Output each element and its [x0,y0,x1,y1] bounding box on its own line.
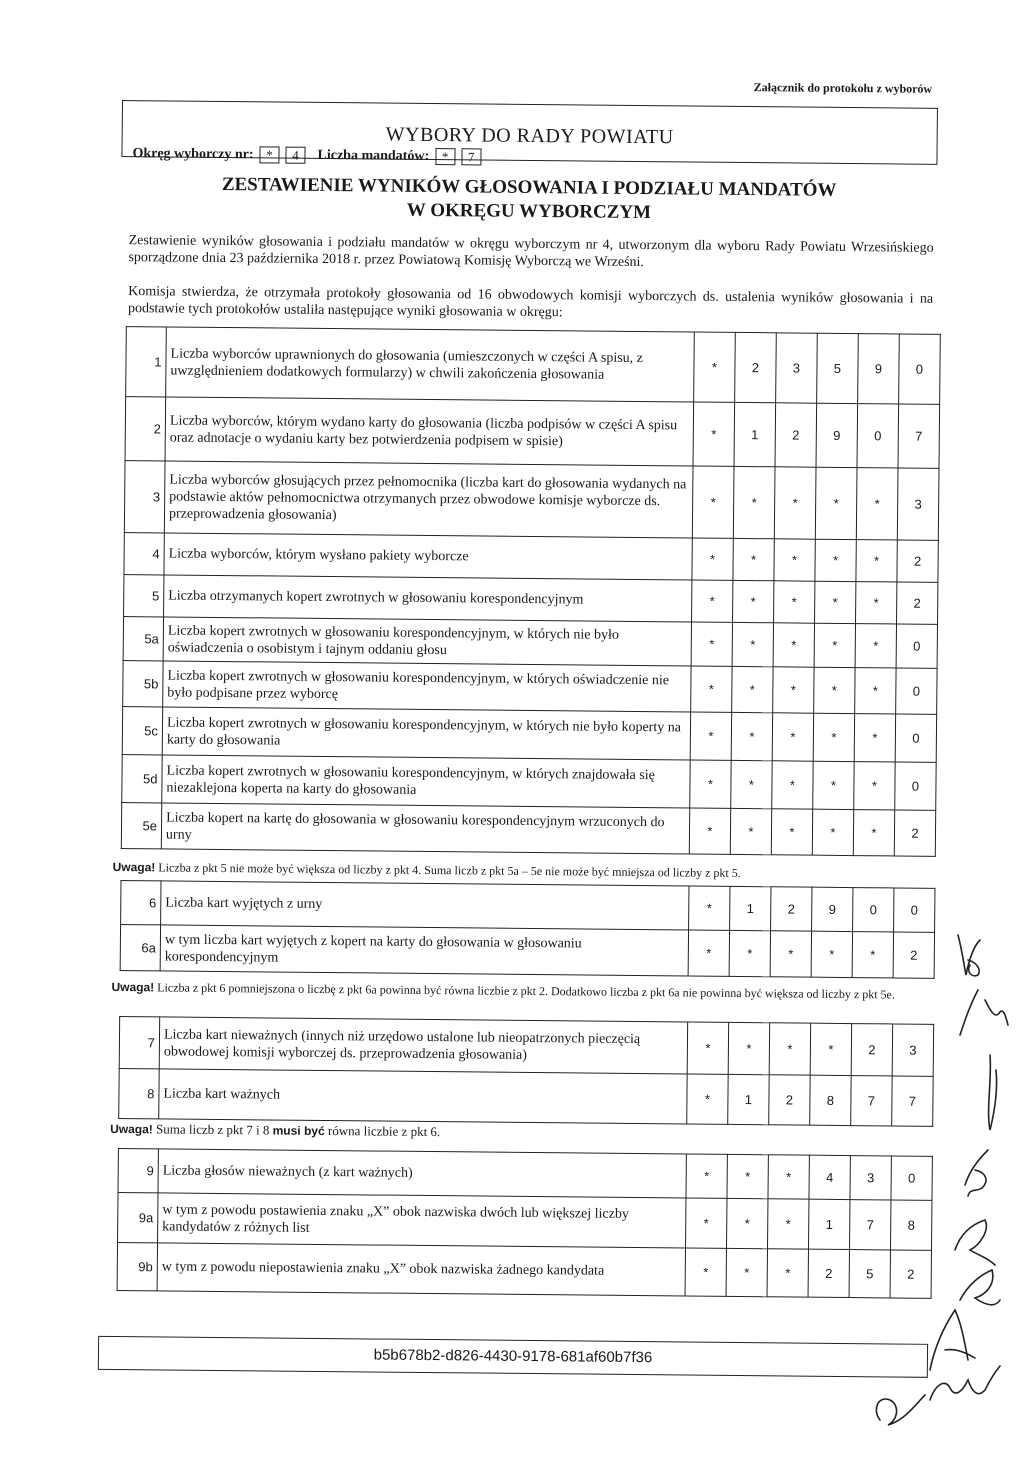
digit-cell: * [689,808,730,854]
results-table-main [121,326,941,857]
result-row [118,1193,932,1251]
digit-cell: 2 [893,932,934,978]
digit-cell: * [727,1154,768,1198]
digit-cell: 1 [730,886,771,930]
district-info [132,145,481,165]
row-description: Liczba kopert zwrotnych w głosowaniu korespondencyjnym, w których nie było oświadczenia o osobistym i tajnym oddaniu głosu [163,617,691,666]
row-number: 6a [120,925,160,971]
digit-cell: * [855,624,896,668]
digit-cell: 7 [849,1200,890,1250]
row-number: 5b [123,661,163,707]
digit-cell: * [689,886,730,930]
digit-cell: * [728,1022,769,1074]
mandates-label: Liczba mandatów: [317,147,430,164]
digit-cell: 7 [851,1076,892,1126]
digit-cell: * [815,581,856,623]
digit-cell: * [691,622,732,666]
digit-cell: * [767,1249,808,1297]
digit-cell: 0 [899,334,941,404]
digit-cell: * [856,582,897,624]
election-title: WYBORY DO RADY POWIATU [385,123,674,149]
row-description: Liczba wyborców, którym wydano karty do głosowania (liczba podpisów w części A spisu oraz adnotacje o wydaniu karty bez potwierdzenia podpisem w spisie) [165,397,694,466]
note-1-label: Uwaga! [112,859,156,875]
results-table-invalid-votes [117,1148,933,1299]
digit-cell: * [686,1198,727,1248]
digit-cell: 0 [853,888,894,932]
row-number: 5e [121,803,161,849]
digit-cell: 3 [850,1156,891,1200]
row-number: 5d [122,755,162,803]
digit-cell: 5 [817,333,859,403]
mandates-number-box: 7 [461,148,481,165]
digit-cell: * [727,1198,768,1248]
digit-cell: * [730,808,771,854]
result-row [119,1069,933,1127]
digit-cell: * [732,666,773,712]
row-number: 9b [117,1243,157,1291]
row-description: Liczba kopert zwrotnych w głosowaniu korespondencyjnym, w których znajdowała się niezaklejona koperta na karty do głosowania [162,755,690,808]
result-row [120,925,934,979]
digit-cell: 8 [890,1200,931,1250]
digit-cell: * [694,332,736,402]
digit-cell: 2 [771,887,812,931]
digit-cell: * [855,668,896,714]
mandates-star-box: * [435,148,455,165]
row-number: 5c [122,707,162,755]
row-number: 5 [124,575,164,617]
digit-cell: 2 [890,1250,931,1298]
note-3-text-a: Suma liczb z pkt 7 i 8 [155,1121,270,1138]
digit-cell: * [733,538,774,580]
row-description: w tym z powodu niepostawienia znaku „X” obok nazwiska żadnego kandydata [157,1243,685,1296]
note-2-label: Uwaga! [111,979,155,995]
digit-cell: * [733,466,775,538]
digit-cell: 2 [897,540,938,582]
row-description: Liczba głosów nieważnych (z kart ważnych) [158,1149,686,1198]
district-star-box: * [259,146,279,163]
row-description: w tym liczba kart wyjętych z kopert na karty do głosowania w głosowaniu korespondencyjnym [160,925,688,976]
digit-cell: * [770,931,811,977]
digit-cell: 3 [776,333,818,403]
note-1 [113,860,933,882]
row-description: Liczba wyborców uprawnionych do głosowania (umieszczonych w części A spisu, z uwzględnieniem dodatkowych formularzy) w chwili zakończenia głosowania [166,327,695,402]
digit-cell: * [692,466,734,538]
digit-cell: 1 [809,1199,850,1249]
result-row [121,803,935,857]
digit-cell: * [768,1199,809,1249]
result-row [124,461,939,541]
note-3-label: Uwaga! [110,1121,153,1137]
result-row [123,661,937,715]
digit-cell: * [813,761,854,809]
row-number: 4 [124,533,164,575]
document-title-line1: ZESTAWIENIE WYNIKÓW GŁOSOWANIA I PODZIAŁU MANDATÓW [221,173,837,201]
digit-cell: 3 [892,1024,933,1076]
digit-cell: * [810,1023,851,1075]
row-description: Liczba kart wyjętych z urny [161,881,689,930]
result-row [123,617,937,669]
digit-cell: * [693,402,735,466]
digit-cell: * [854,714,895,762]
result-row [118,1149,932,1201]
digit-cell: * [772,713,813,761]
digit-cell: 9 [858,334,900,404]
digit-cell: * [685,1248,726,1296]
digit-cell: 2 [808,1249,849,1297]
digit-cell: 1 [728,1074,769,1124]
row-number: 2 [125,397,166,461]
digit-cell: * [729,930,770,976]
row-description: Liczba wyborców głosujących przez pełnomocnika (liczba kart do głosowania wydanych na podstawie aktów pełnomocnictwa otrzymanych przez obwodowe komisje wyborcze ds. przeprowadzenia głosowania) [164,461,693,538]
digit-cell: 4 [809,1155,850,1199]
digit-cell: * [690,712,731,760]
row-number: 5a [123,617,163,661]
row-description: Liczba kopert zwrotnych w głosowaniu korespondencyjnym, w których nie było koperty na karty do głosowania [162,707,690,760]
digit-cell: * [686,1154,727,1198]
note-3-text-c: równa liczbie z pkt 6. [327,1123,441,1140]
statement-paragraph: Komisja stwierdza, że otrzymała protokoły głosowania od 16 obwodowych komisji wyborczych ds. ustalenia wyników głosowania i na podstawie tych protokołów ustaliła następujące wyniki głosowania w okręgu: [127,284,934,321]
digit-cell: * [771,809,812,855]
row-number: 9 [118,1149,158,1193]
digit-cell: * [731,712,772,760]
digit-cell: * [812,809,853,855]
row-number: 1 [126,327,167,397]
digit-cell: 0 [895,714,936,762]
digit-cell: * [733,580,774,622]
digit-cell: * [687,1022,728,1074]
digit-cell: * [856,468,898,540]
digit-cell: 0 [894,888,935,932]
note-2 [111,980,931,1002]
digit-cell: 9 [816,403,858,467]
row-number: 8 [119,1069,159,1119]
digit-cell: * [773,667,814,713]
intro-paragraph: Zestawienie wyników głosowania i podziału mandatów w okręgu wyborczym nr 4, utworzonym dla wyboru Rady Powiatu Wrzesińskiego sporządzone dnia 23 października 2018 r. przez Powiatową Komisję Wyborczą we Wrześni. [128,233,934,271]
digit-cell: 3 [897,468,939,540]
note-2-text: Liczba z pkt 6 pomniejszona o liczbę z pkt 6a powinna być równa liczbie z pkt 2. Dodatkowo liczba z pkt 6a nie powinna być większa od liczby z pkt 5e. [157,980,895,1002]
result-row [117,1243,931,1299]
digit-cell: 2 [897,582,938,624]
digit-cell: 9 [812,887,853,931]
digit-cell: 7 [898,404,940,468]
result-row [122,755,936,811]
digit-cell: 2 [775,403,817,467]
digit-cell: 5 [849,1250,890,1298]
digit-cell: * [768,1155,809,1199]
digit-cell: * [814,623,855,667]
digit-cell: * [854,762,895,810]
digit-cell: 2 [735,332,777,402]
result-row [126,327,941,405]
document-id: b5b678b2-d826-4430-9178-681af60b7f36 [98,1336,928,1378]
results-table-validity [118,1016,934,1127]
row-description: Liczba kopert zwrotnych w głosowaniu korespondencyjnym, w których oświadczenie nie było podpisane przez wyborcę [163,661,691,712]
digit-cell: * [691,666,732,712]
row-description: Liczba kart nieważnych (innych niż urzędowo ustalone lub nieopatrzonych pieczęcią obwodowej komisji wyborczej ds. przeprowadzenia głosowania) [159,1017,687,1074]
row-description: w tym z powodu postawienia znaku „X” obok nazwiska dwóch lub większej liczby kandydatów z różnych list [158,1193,686,1248]
digit-cell: 1 [734,402,776,466]
digit-cell: * [769,1023,810,1075]
result-row [125,397,940,469]
result-row [121,881,935,933]
digit-cell: * [813,713,854,761]
digit-cell: 0 [891,1156,932,1200]
row-number: 7 [119,1017,159,1069]
results-table-ballots [120,880,936,979]
digit-cell: * [688,930,729,976]
row-description: Liczba otrzymanych kopert zwrotnych w głosowaniu korespondencyjnym [164,575,692,622]
digit-cell: * [774,581,815,623]
digit-cell: * [690,760,731,808]
digit-cell: * [853,810,894,856]
digit-cell: * [726,1248,767,1296]
digit-cell: * [692,580,733,622]
digit-cell: * [773,623,814,667]
note-3-text-b: musi być [272,1123,325,1139]
digit-cell: * [692,538,733,580]
digit-cell: * [856,540,897,582]
digit-cell: 0 [895,762,936,810]
digit-cell: 8 [810,1075,851,1125]
digit-cell: * [774,467,816,539]
digit-cell: 0 [857,404,899,468]
digit-cell: 2 [769,1075,810,1125]
district-number-box: 4 [285,147,305,164]
digit-cell: * [772,761,813,809]
document-title-line2: W OKRĘGU WYBORCZYM [406,199,652,224]
result-row [119,1017,933,1077]
row-number: 3 [124,461,165,533]
district-label: Okręg wyborczy nr: [132,145,254,162]
digit-cell: * [814,667,855,713]
row-number: 6 [121,881,161,925]
digit-cell: * [732,622,773,666]
digit-cell: * [815,467,857,539]
digit-cell: * [852,932,893,978]
row-description: Liczba wyborców, którym wysłano pakiety wyborcze [164,533,692,580]
election-header [121,100,938,165]
document-title [119,172,939,228]
digit-cell: 2 [894,810,935,856]
note-1-text: Liczba z pkt 5 nie może być większa od liczby z pkt 4. Suma liczb z pkt 5a – 5e nie może być mniejsza od liczby z pkt 5. [158,860,741,880]
row-description: Liczba kart ważnych [159,1069,687,1124]
row-description: Liczba kopert na kartę do głosowania w głosowaniu korespondencyjnym wrzuconych do urny [161,803,689,854]
digit-cell: 7 [892,1076,933,1126]
row-number: 9a [118,1193,158,1243]
digit-cell: 0 [896,624,937,668]
digit-cell: * [811,931,852,977]
digit-cell: 0 [896,668,937,714]
attachment-note: Załącznik do protokołu z wyborów [753,80,933,96]
digit-cell: * [731,760,772,808]
digit-cell: 2 [851,1024,892,1076]
result-row [122,707,936,763]
digit-cell: * [687,1074,728,1124]
digit-cell: * [815,539,856,581]
digit-cell: * [774,539,815,581]
